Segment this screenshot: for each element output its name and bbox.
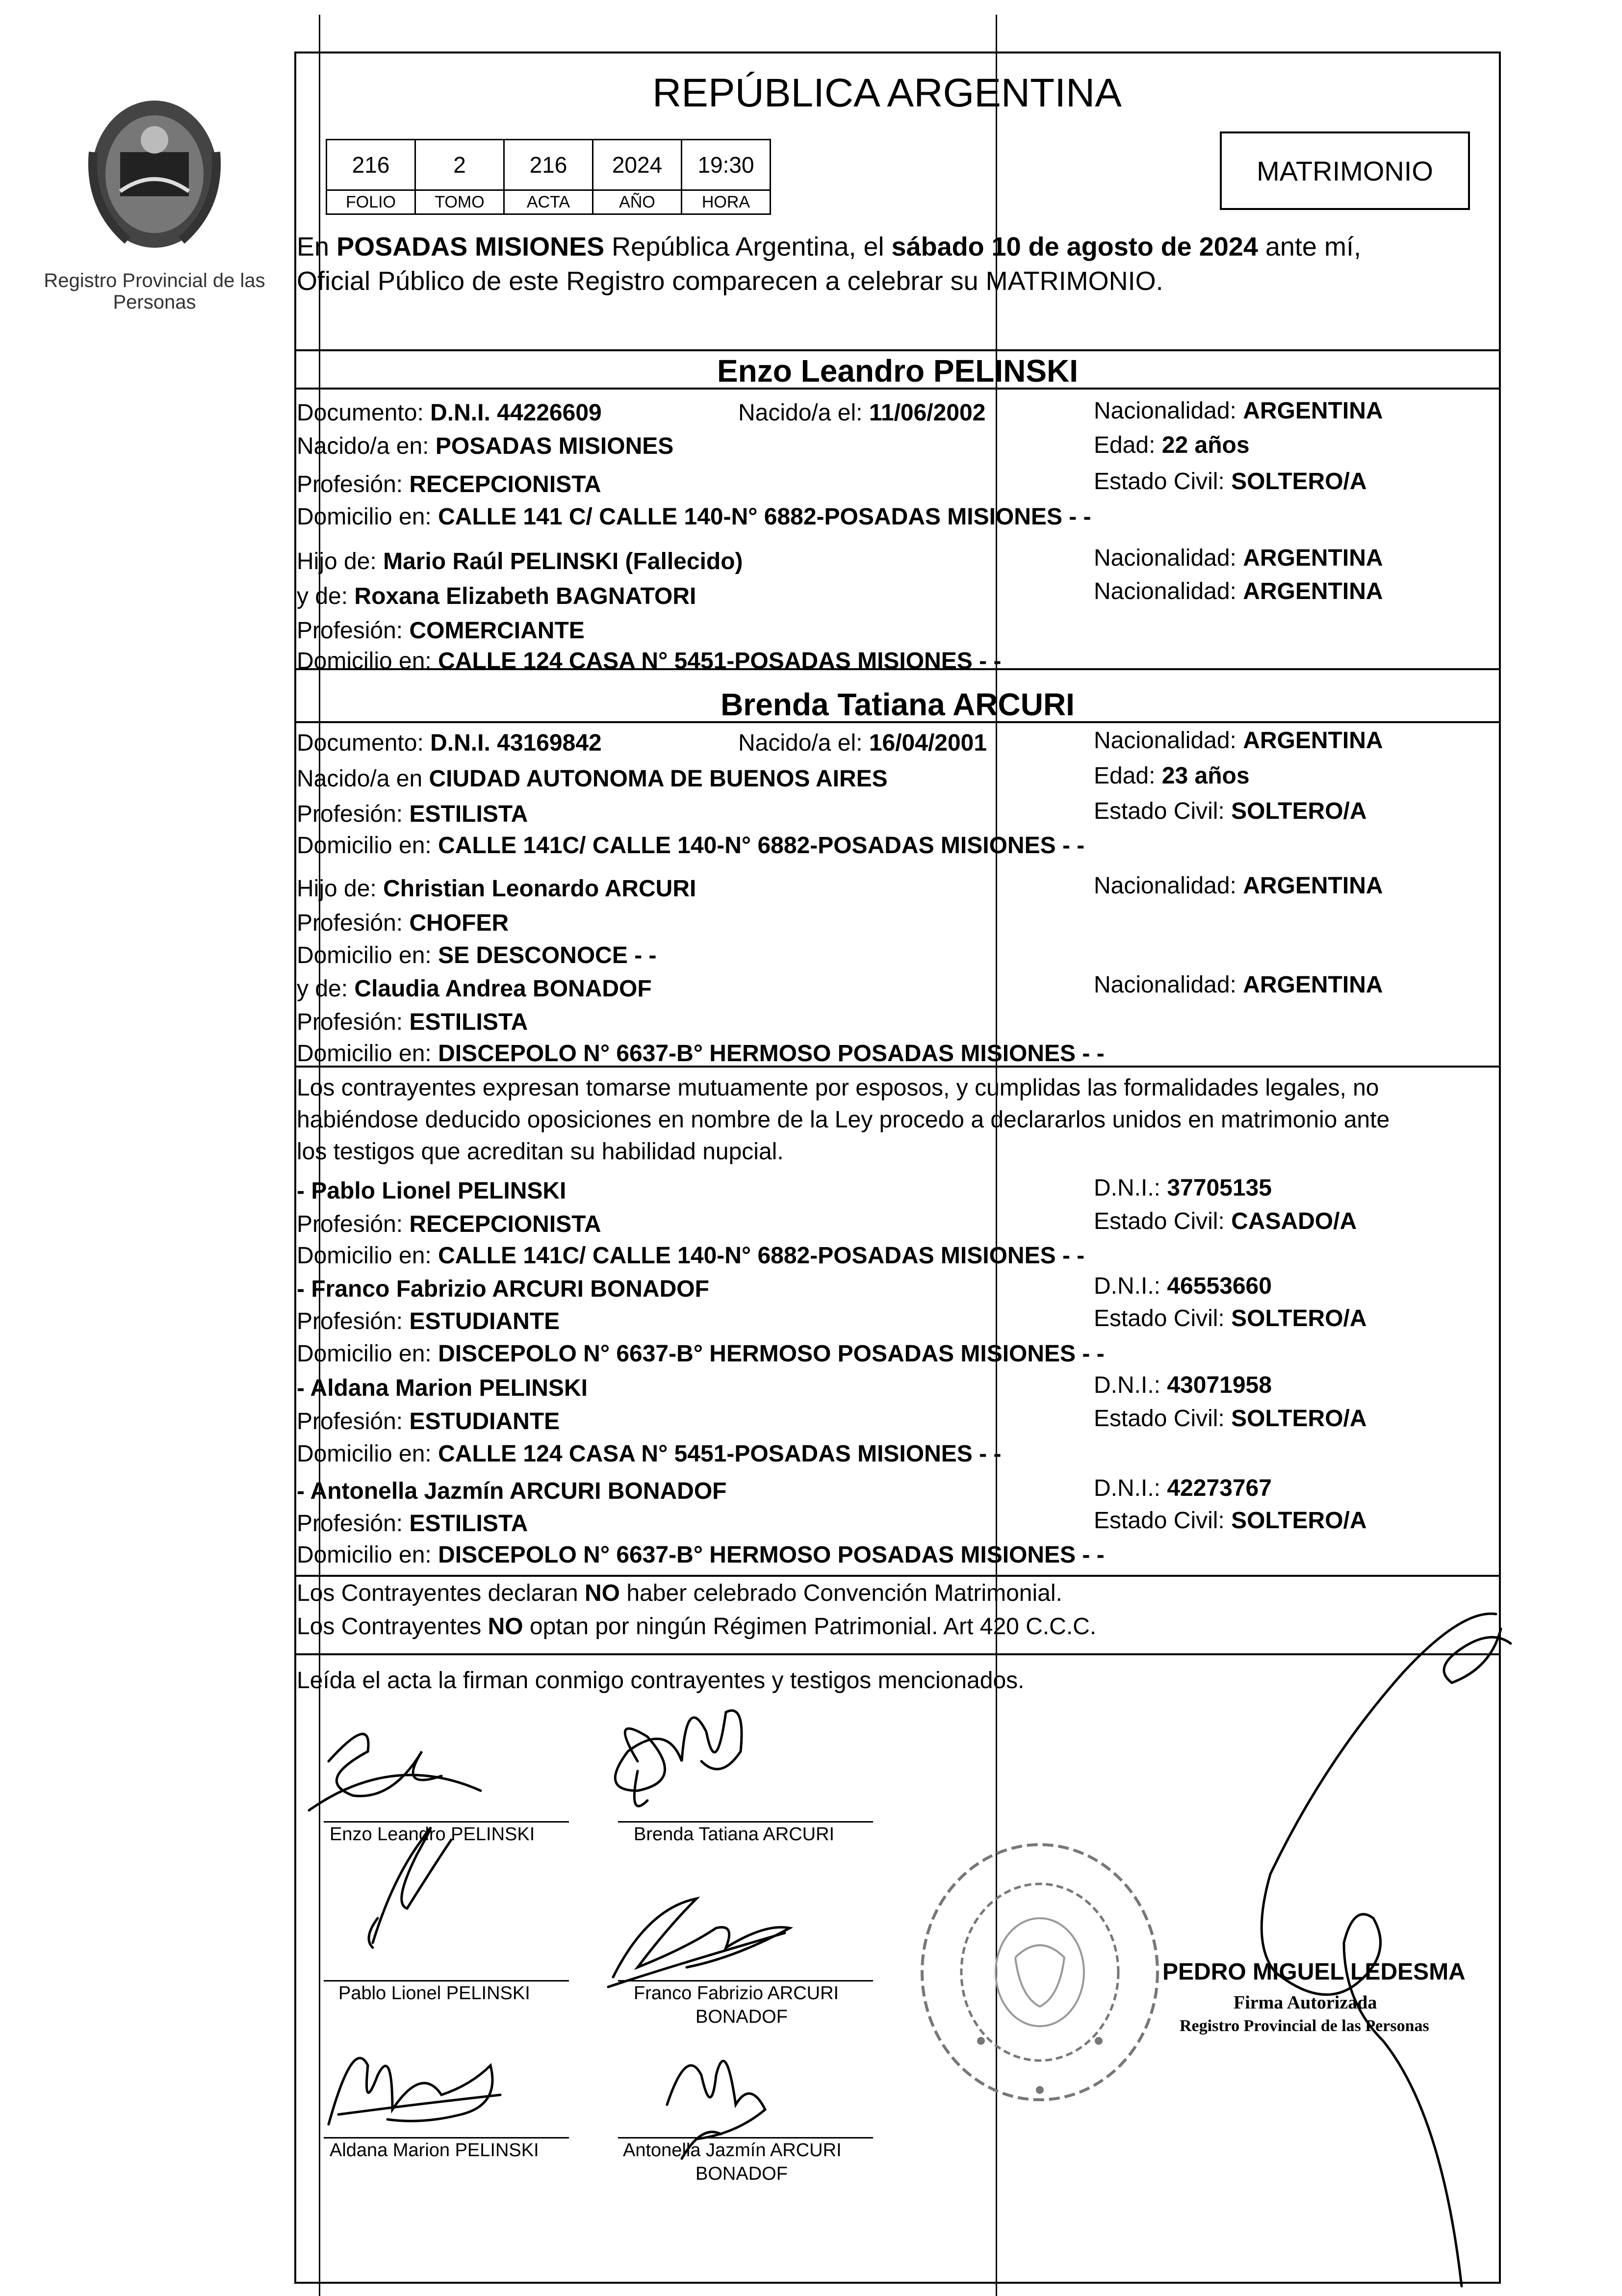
- rule-header: [294, 349, 1501, 351]
- witness4-dni: D.N.I.: 42273767: [1094, 1475, 1272, 1501]
- convention-line1: Los Contrayentes declaran NO haber celebrado Convención Matrimonial.: [297, 1580, 1062, 1606]
- sig-caption-witness3: Aldana Marion PELINSKI: [330, 2140, 539, 2161]
- spouse2-mother-profession: Profesión: ESTILISTA: [297, 1009, 528, 1035]
- witness4-profession: Profesión: ESTILISTA: [297, 1511, 528, 1537]
- sig-caption-witness1: Pablo Lionel PELINSKI: [338, 1983, 530, 2004]
- spouse2-nationality: Nacionalidad: ARGENTINA: [1094, 728, 1383, 754]
- sig-line-witness1: [324, 1980, 569, 1982]
- folio-label: FOLIO: [327, 190, 415, 214]
- spouse2-name: Brenda Tatiana ARCURI: [721, 687, 1075, 722]
- witness2-civil-status: Estado Civil: SOLTERO/A: [1094, 1305, 1367, 1331]
- spouse2-mother: y de: Claudia Andrea BONADOF: [297, 976, 652, 1002]
- declaration-line1: Los contrayentes expresan tomarse mutuamente por esposos, y cumplidas las formalidades legales, no: [297, 1075, 1379, 1101]
- spouse1-father: Hijo de: Mario Raúl PELINSKI (Fallecido): [297, 548, 743, 574]
- spouse1-doc: Documento: D.N.I. 44226609: [297, 400, 602, 426]
- witness1-address: Domicilio en: CALLE 141C/ CALLE 140-N° 6882-POSADAS MISIONES - -: [297, 1243, 1085, 1269]
- declaration-line3: los testigos que acreditan su habilidad nupcial.: [297, 1139, 784, 1165]
- acta-label: ACTA: [504, 190, 593, 214]
- sig-caption-witness2b: BONADOF: [695, 2007, 788, 2027]
- spouse2-mother-address: Domicilio en: DISCEPOLO N° 6637-B° HERMOSO POSADAS MISIONES - -: [297, 1041, 1105, 1067]
- officer-signature-stroke: [1197, 1599, 1516, 2296]
- spouse1-nationality: Nacionalidad: ARGENTINA: [1094, 398, 1383, 424]
- sig-caption-spouse1: Enzo Leandro PELINSKI: [330, 1824, 535, 1845]
- tomo-value: 2: [415, 140, 504, 190]
- spouse2-born-in: Nacido/a en CIUDAD AUTONOMA DE BUENOS AIRES: [297, 766, 888, 792]
- intro-line1: En POSADAS MISIONES República Argentina, el sábado 10 de agosto de 2024 ante mí,: [297, 232, 1361, 261]
- witness1-dni: D.N.I.: 37705135: [1094, 1175, 1272, 1201]
- spouse1-parents-profession: Profesión: COMERCIANTE: [297, 618, 585, 644]
- sig-line-spouse2: [618, 1821, 873, 1823]
- spouse2-father-nationality: Nacionalidad: ARGENTINA: [1094, 873, 1383, 899]
- spouse2-mother-nationality: Nacionalidad: ARGENTINA: [1094, 972, 1383, 998]
- spouse1-parents-address: Domicilio en: CALLE 124 CASA N° 5451-POSADAS MISIONES - -: [297, 648, 1002, 674]
- officer-name: PEDRO MIGUEL LEDESMA: [1162, 1959, 1466, 1985]
- act-type-box: MATRIMONIO: [1220, 131, 1470, 210]
- witness1-civil-status: Estado Civil: CASADO/A: [1094, 1208, 1357, 1234]
- sig-line-witness3: [324, 2137, 569, 2139]
- witness2-address: Domicilio en: DISCEPOLO N° 6637-B° HERMOSO POSADAS MISIONES - -: [297, 1341, 1105, 1367]
- witness3-dni: D.N.I.: 43071958: [1094, 1372, 1272, 1398]
- officer-office: Registro Provincial de las Personas: [1180, 2017, 1429, 2035]
- sig-caption-witness4b: BONADOF: [695, 2164, 788, 2184]
- spouse1-mother: y de: Roxana Elizabeth BAGNATORI: [297, 583, 696, 609]
- rule-witnesses-bottom: [294, 1575, 1501, 1577]
- officer-role: Firma Autorizada: [1234, 1992, 1377, 2013]
- convention-line2: Los Contrayentes NO optan por ningún Régimen Patrimonial. Art 420 C.C.C.: [297, 1614, 1097, 1640]
- sig-line-witness4: [618, 2137, 873, 2139]
- spouse2-address: Domicilio en: CALLE 141C/ CALLE 140-N° 6882-POSADAS MISIONES - -: [297, 833, 1085, 859]
- spouse2-father-address: Domicilio en: SE DESCONOCE - -: [297, 942, 657, 968]
- spouse2-born-on: Nacido/a el: 16/04/2001: [738, 730, 987, 756]
- sig-caption-spouse2: Brenda Tatiana ARCURI: [634, 1824, 835, 1845]
- sig-caption-witness2a: Franco Fabrizio ARCURI: [634, 1983, 839, 2004]
- spouse2-doc: Documento: D.N.I. 43169842: [297, 730, 602, 756]
- sig-line-spouse1: [324, 1821, 569, 1823]
- witness1-profession: Profesión: RECEPCIONISTA: [297, 1211, 601, 1237]
- spouse1-born-on: Nacido/a el: 11/06/2002: [738, 400, 986, 426]
- page-title: REPÚBLICA ARGENTINA: [652, 71, 1122, 115]
- spouse2-age: Edad: 23 años: [1094, 763, 1250, 789]
- spouse2-profession: Profesión: ESTILISTA: [297, 801, 528, 827]
- declaration-line2: habiéndose deducido oposiciones en nombre de la Ley procedo a declararlos unidos en matrimonio ante: [297, 1107, 1390, 1133]
- spouse1-name: Enzo Leandro PELINSKI: [717, 353, 1079, 389]
- witness2-name: - Franco Fabrizio ARCURI BONADOF: [297, 1276, 709, 1302]
- witness4-address: Domicilio en: DISCEPOLO N° 6637-B° HERMOSO POSADAS MISIONES - -: [297, 1542, 1105, 1568]
- hora-value: 19:30: [682, 140, 771, 190]
- official-stamp: [912, 1835, 1167, 2110]
- intro-line2: Oficial Público de este Registro comparecen a celebrar su MATRIMONIO.: [297, 266, 1163, 296]
- tomo-label: TOMO: [415, 190, 504, 214]
- spouse1-born-in: Nacido/a en: POSADAS MISIONES: [297, 433, 674, 459]
- witness3-civil-status: Estado Civil: SOLTERO/A: [1094, 1406, 1367, 1432]
- witness3-profession: Profesión: ESTUDIANTE: [297, 1409, 560, 1435]
- witness3-name: - Aldana Marion PELINSKI: [297, 1375, 588, 1401]
- spouse1-address: Domicilio en: CALLE 141 C/ CALLE 140-N° 6882-POSADAS MISIONES - -: [297, 504, 1091, 530]
- witness2-profession: Profesión: ESTUDIANTE: [297, 1308, 560, 1334]
- registry-table: [326, 139, 771, 215]
- ano-value: 2024: [593, 140, 682, 190]
- spouse2-father-profession: Profesión: CHOFER: [297, 910, 509, 936]
- signature-scribbles: [294, 1693, 883, 2218]
- witness4-name: - Antonella Jazmín ARCURI BONADOF: [297, 1478, 727, 1504]
- ano-label: AÑO: [593, 190, 682, 214]
- spouse1-civil-status: Estado Civil: SOLTERO/A: [1094, 469, 1367, 495]
- seal-caption: Registro Provincial de las Personas: [44, 270, 265, 313]
- spouse1-profession: Profesión: RECEPCIONISTA: [297, 471, 601, 497]
- spouse1-age: Edad: 22 años: [1094, 432, 1250, 458]
- hora-label: HORA: [682, 190, 771, 214]
- acta-value: 216: [504, 140, 593, 190]
- spouse2-civil-status: Estado Civil: SOLTERO/A: [1094, 798, 1367, 824]
- spouse2-father: Hijo de: Christian Leonardo ARCURI: [297, 876, 696, 902]
- sig-line-witness2: [618, 1980, 873, 1982]
- witness4-civil-status: Estado Civil: SOLTERO/A: [1094, 1508, 1367, 1534]
- folio-value: 216: [327, 140, 415, 190]
- witness1-name: - Pablo Lionel PELINSKI: [297, 1178, 566, 1204]
- spouse1-mother-nationality: Nacionalidad: ARGENTINA: [1094, 578, 1383, 604]
- sig-caption-witness4a: Antonella Jazmín ARCURI: [623, 2140, 842, 2161]
- witness3-address: Domicilio en: CALLE 124 CASA N° 5451-POSADAS MISIONES - -: [297, 1441, 1002, 1467]
- closing-text: Leída el acta la firman conmigo contrayentes y testigos mencionados.: [297, 1668, 1025, 1694]
- province-seal-logo: [74, 93, 235, 260]
- witness2-dni: D.N.I.: 46553660: [1094, 1273, 1272, 1299]
- spouse1-father-nationality: Nacionalidad: ARGENTINA: [1094, 545, 1383, 571]
